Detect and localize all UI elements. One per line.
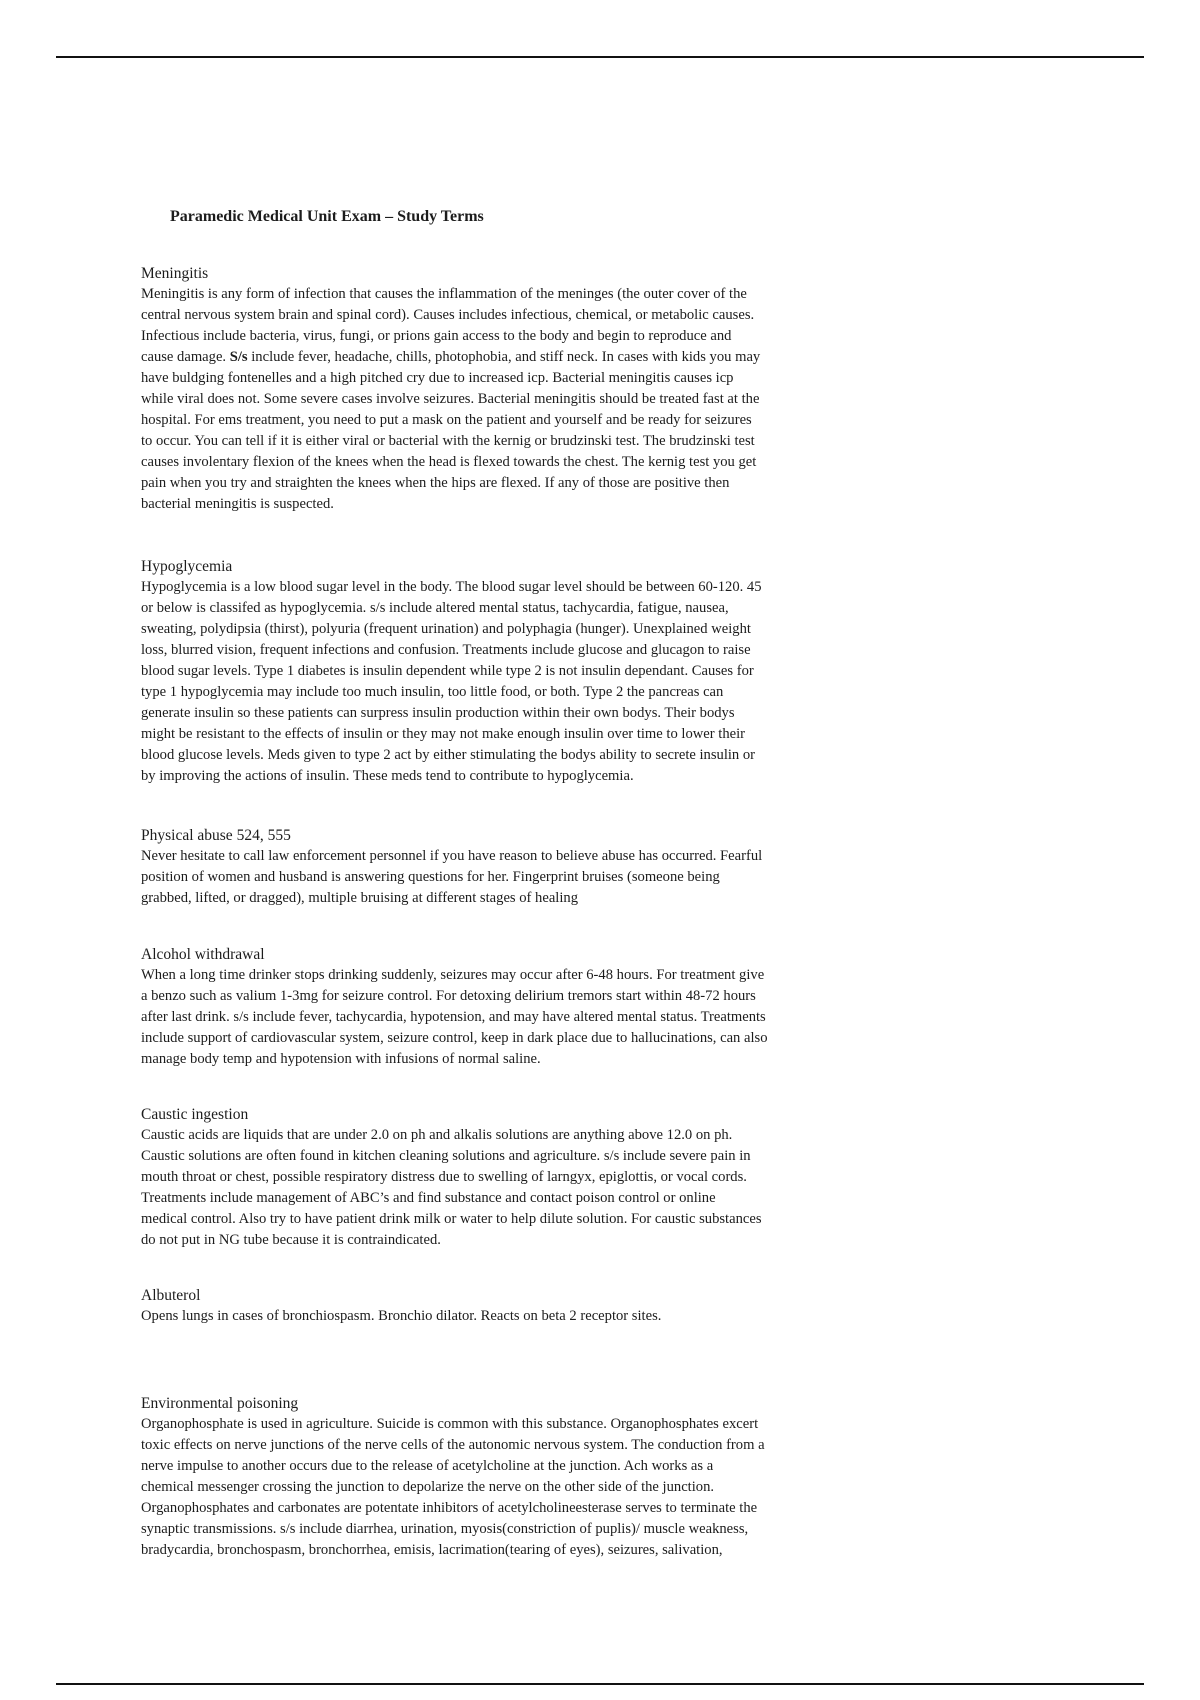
body-line: to occur. You can tell if it is either viral or bacterial with the kernig or brudzinski test. The brudzinski test bbox=[141, 433, 755, 449]
body-line: chemical messenger crossing the junction to depolarize the nerve on the other side of the junction. bbox=[141, 1479, 715, 1495]
document-title: Paramedic Medical Unit Exam – Study Terms bbox=[170, 208, 484, 225]
body-line: do not put in NG tube because it is contraindicated. bbox=[141, 1232, 441, 1248]
section-albuterol bbox=[141, 1285, 911, 1327]
body-line: hospital. For ems treatment, you need to put a mask on the patient and yourself and be ready for seizures bbox=[141, 412, 752, 428]
body-line: manage body temp and hypotension with infusions of normal saline. bbox=[141, 1051, 541, 1067]
body-line: Organophosphate is used in agriculture. Suicide is common with this substance. Organophosphates excert bbox=[141, 1416, 759, 1432]
section-body bbox=[141, 1125, 911, 1251]
section-body bbox=[141, 1306, 911, 1327]
body-line: type 1 hypoglycemia may include too much insulin, too little food, or both. Type 2 the pancreas can bbox=[141, 684, 724, 700]
section-alcohol-withdrawal bbox=[141, 944, 911, 1070]
section-meningitis bbox=[141, 263, 911, 515]
body-line: cause damage. S/s include fever, headache, chills, photophobia, and stiff neck. In cases with kids you may bbox=[141, 349, 761, 365]
body-line: medical control. Also try to have patient drink milk or water to help dilute solution. For caustic substances bbox=[141, 1211, 762, 1227]
body-line: Organophosphates and carbonates are potentate inhibitors of acetylcholineesterase serves to terminate the bbox=[141, 1500, 758, 1516]
body-line: sweating, polydipsia (thirst), polyuria (frequent urination) and polyphagia (hunger). Unexplained weight bbox=[141, 621, 751, 637]
section-body bbox=[141, 846, 911, 909]
body-line: pain when you try and straighten the knees when the hips are flexed. If any of those are positive then bbox=[141, 475, 730, 491]
section-heading: Meningitis bbox=[141, 265, 209, 282]
body-line: blood glucose levels. Meds given to type 2 act by either stimulating the bodys ability to secrete insulin or bbox=[141, 747, 756, 763]
section-body bbox=[141, 965, 911, 1070]
body-line: bacterial meningitis is suspected. bbox=[141, 496, 334, 512]
body-line: synaptic transmissions. s/s include diarrhea, urination, myosis(constriction of puplis)/ muscle weakness, bbox=[141, 1521, 749, 1537]
body-line: Caustic acids are liquids that are under 2.0 on ph and alkalis solutions are anything above 12.0 on ph. bbox=[141, 1127, 733, 1143]
body-line: nerve impulse to another occurs due to the release of acetylcholine at the junction. Ach works as a bbox=[141, 1458, 714, 1474]
section-hypoglycemia bbox=[141, 556, 911, 787]
section-body bbox=[141, 1414, 911, 1561]
body-line: Hypoglycemia is a low blood sugar level in the body. The blood sugar level should be between 60-120. 45 bbox=[141, 579, 762, 595]
body-line: Opens lungs in cases of bronchiospasm. Bronchio dilator. Reacts on beta 2 receptor sites. bbox=[141, 1308, 662, 1324]
section-heading: Alcohol withdrawal bbox=[141, 946, 265, 963]
body-line: Meningitis is any form of infection that causes the inflammation of the meninges (the outer cover of the bbox=[141, 286, 747, 302]
section-heading: Albuterol bbox=[141, 1287, 201, 1304]
body-line: causes involentary flexion of the knees when the head is flexed towards the chest. The kernig test you get bbox=[141, 454, 757, 470]
body-line: toxic effects on nerve junctions of the nerve cells of the autonomic nervous system. The conduction from a bbox=[141, 1437, 765, 1453]
section-heading: Environmental poisoning bbox=[141, 1395, 299, 1412]
body-line: blood sugar levels. Type 1 diabetes is insulin dependent while type 2 is not insulin dependant. Causes for bbox=[141, 663, 754, 679]
section-caustic-ingestion bbox=[141, 1104, 911, 1251]
section-heading: Physical abuse 524, 555 bbox=[141, 827, 291, 844]
section-heading: Hypoglycemia bbox=[141, 558, 233, 575]
section-heading: Caustic ingestion bbox=[141, 1106, 249, 1123]
body-line: have buldging fontenelles and a high pitched cry due to increased icp. Bacterial meningitis causes icp bbox=[141, 370, 734, 386]
body-line: Treatments include management of ABC’s and find substance and contact poison control or online bbox=[141, 1190, 716, 1206]
body-line: while viral does not. Some severe cases involve seizures. Bacterial meningitis should be treated fast at the bbox=[141, 391, 760, 407]
body-line: loss, blurred vision, frequent infections and confusion. Treatments include glucose and glucagon to raise bbox=[141, 642, 751, 658]
body-line: grabbed, lifted, or dragged), multiple bruising at different stages of healing bbox=[141, 890, 579, 906]
body-line: include support of cardiovascular system, seizure control, keep in dark place due to hallucinations, can also bbox=[141, 1030, 768, 1046]
body-line: by improving the actions of insulin. These meds tend to contribute to hypoglycemia. bbox=[141, 768, 634, 784]
body-line: mouth throat or chest, possible respiratory distress due to swelling of larngyx, epiglottis, or vocal cords. bbox=[141, 1169, 747, 1185]
body-line: When a long time drinker stops drinking suddenly, seizures may occur after 6-48 hours. For treatment give bbox=[141, 967, 765, 983]
body-line: after last drink. s/s include fever, tachycardia, hypotension, and may have altered mental status. Treatments bbox=[141, 1009, 766, 1025]
body-line: generate insulin so these patients can surpress insulin production within their own bodys. Their bodys bbox=[141, 705, 735, 721]
section-body bbox=[141, 284, 911, 515]
body-line: or below is classifed as hypoglycemia. s/s include altered mental status, tachycardia, fatigue, nausea, bbox=[141, 600, 729, 616]
body-line: Caustic solutions are often found in kitchen cleaning solutions and agriculture. s/s include severe pain in bbox=[141, 1148, 751, 1164]
section-physical-abuse bbox=[141, 825, 911, 909]
top-rule bbox=[56, 56, 1144, 58]
section-body bbox=[141, 577, 911, 787]
bottom-rule bbox=[56, 1683, 1144, 1685]
body-line: might be resistant to the effects of insulin or they may not make enough insulin over time to lower their bbox=[141, 726, 746, 742]
body-line: Never hesitate to call law enforcement personnel if you have reason to believe abuse has occurred. Fearful bbox=[141, 848, 763, 864]
body-line: a benzo such as valium 1-3mg for seizure control. For detoxing delirium tremors start within 48-72 hours bbox=[141, 988, 756, 1004]
body-line: Infectious include bacteria, virus, fungi, or prions gain access to the body and begin to reproduce and bbox=[141, 328, 732, 344]
body-line: central nervous system brain and spinal cord). Causes includes infectious, chemical, or metabolic causes. bbox=[141, 307, 755, 323]
section-environmental-poisoning bbox=[141, 1393, 911, 1561]
body-line: position of women and husband is answering questions for her. Fingerprint bruises (someone being bbox=[141, 869, 720, 885]
body-line: bradycardia, bronchospasm, bronchorrhea, emisis, lacrimation(tearing of eyes), seizures, salivation, bbox=[141, 1542, 723, 1558]
